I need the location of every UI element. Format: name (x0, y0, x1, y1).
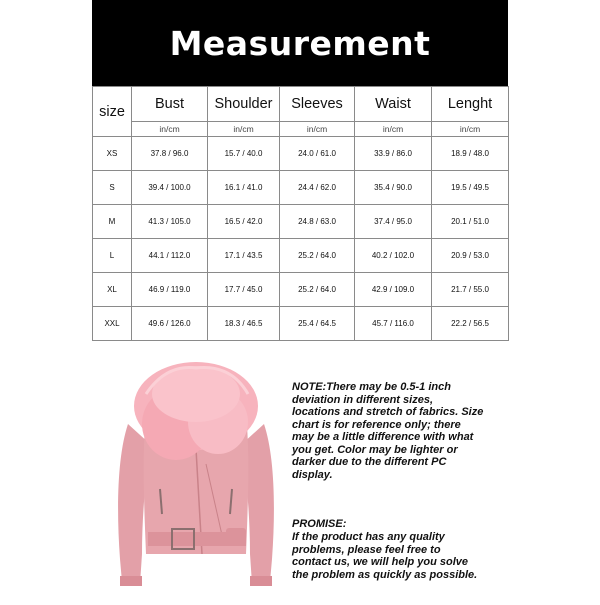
table-cell: 16.1 / 41.0 (208, 171, 280, 205)
table-cell: 24.0 / 61.0 (280, 137, 355, 171)
promise-text (292, 531, 502, 581)
table-cell: 19.5 / 49.5 (432, 171, 509, 205)
table-cell: 25.2 / 64.0 (280, 239, 355, 273)
table-header-row (93, 87, 509, 122)
promise-line: problems, please feel free to (292, 543, 441, 556)
table-cell: 41.3 / 105.0 (132, 205, 208, 239)
promise-line: contact us, we will help you solve (292, 556, 469, 568)
table-cell: 20.9 / 53.0 (432, 239, 509, 273)
size-label: XXL (93, 307, 132, 341)
note-line: darker due to the different PC (292, 456, 447, 468)
column-header-waist: Waist (355, 87, 432, 122)
table-cell: 18.3 / 46.5 (208, 307, 280, 341)
table-cell: 24.8 / 63.0 (280, 205, 355, 239)
table-cell: 42.9 / 109.0 (355, 273, 432, 307)
table-row (93, 273, 509, 307)
note-line: display. (292, 468, 333, 481)
note-line: NOTE:There may be 0.5-1 inch (292, 381, 451, 393)
size-label: S (93, 171, 132, 205)
table-cell: 37.4 / 95.0 (355, 205, 432, 239)
table-cell: 17.7 / 45.0 (208, 273, 280, 307)
measurement-banner (92, 0, 508, 86)
table-cell: 15.7 / 40.0 (208, 137, 280, 171)
unit-row (93, 122, 509, 137)
note-line: you get. Color may be lighter or (292, 443, 458, 456)
table-row (93, 239, 509, 273)
table-cell: 18.9 / 48.0 (432, 137, 509, 171)
table-cell: 25.4 / 64.5 (280, 307, 355, 341)
table-row (93, 205, 509, 239)
table-row (93, 171, 509, 205)
note-text (292, 381, 502, 481)
table-cell: 44.1 / 112.0 (132, 239, 208, 273)
column-header-shoulder: Shoulder (208, 87, 280, 122)
table-cell: 40.2 / 102.0 (355, 239, 432, 273)
table-cell: 20.1 / 51.0 (432, 205, 509, 239)
size-chart-table (92, 86, 509, 341)
column-header-sleeves: Sleeves (280, 87, 355, 122)
jacket-product-image (106, 354, 286, 600)
note-line: deviation in different sizes, (292, 393, 433, 406)
unit-label: in/cm (280, 122, 355, 137)
table-row (93, 307, 509, 341)
note-line: locations and stretch of fabrics. Size (292, 406, 484, 418)
size-label: XL (93, 273, 132, 307)
size-label: L (93, 239, 132, 273)
table-row (93, 137, 509, 171)
note-line: may be a little difference with what (292, 431, 474, 443)
size-column-header: size (93, 87, 132, 137)
table-cell: 46.9 / 119.0 (132, 273, 208, 307)
table-cell: 16.5 / 42.0 (208, 205, 280, 239)
size-label: XS (93, 137, 132, 171)
unit-label: in/cm (208, 122, 280, 137)
column-header-length: Lenght (432, 87, 509, 122)
column-header-bust: Bust (132, 87, 208, 122)
table-cell: 49.6 / 126.0 (132, 307, 208, 341)
promise-line: If the product has any quality (292, 531, 445, 543)
unit-label: in/cm (355, 122, 432, 137)
banner-title: Measurement (169, 23, 431, 63)
promise-title: PROMISE: (292, 518, 347, 530)
table-cell: 17.1 / 43.5 (208, 239, 280, 273)
note-line: chart is for reference only; there (292, 418, 461, 431)
unit-label: in/cm (432, 122, 509, 137)
table-cell: 22.2 / 56.5 (432, 307, 509, 341)
table-cell: 24.4 / 62.0 (280, 171, 355, 205)
table-cell: 45.7 / 116.0 (355, 307, 432, 341)
table-cell: 35.4 / 90.0 (355, 171, 432, 205)
table-cell: 33.9 / 86.0 (355, 137, 432, 171)
table-cell: 25.2 / 64.0 (280, 273, 355, 307)
unit-label: in/cm (132, 122, 208, 137)
table-cell: 37.8 / 96.0 (132, 137, 208, 171)
size-label: M (93, 205, 132, 239)
table-cell: 21.7 / 55.0 (432, 273, 509, 307)
promise-line: the problem as quickly as possible. (292, 568, 478, 581)
table-cell: 39.4 / 100.0 (132, 171, 208, 205)
